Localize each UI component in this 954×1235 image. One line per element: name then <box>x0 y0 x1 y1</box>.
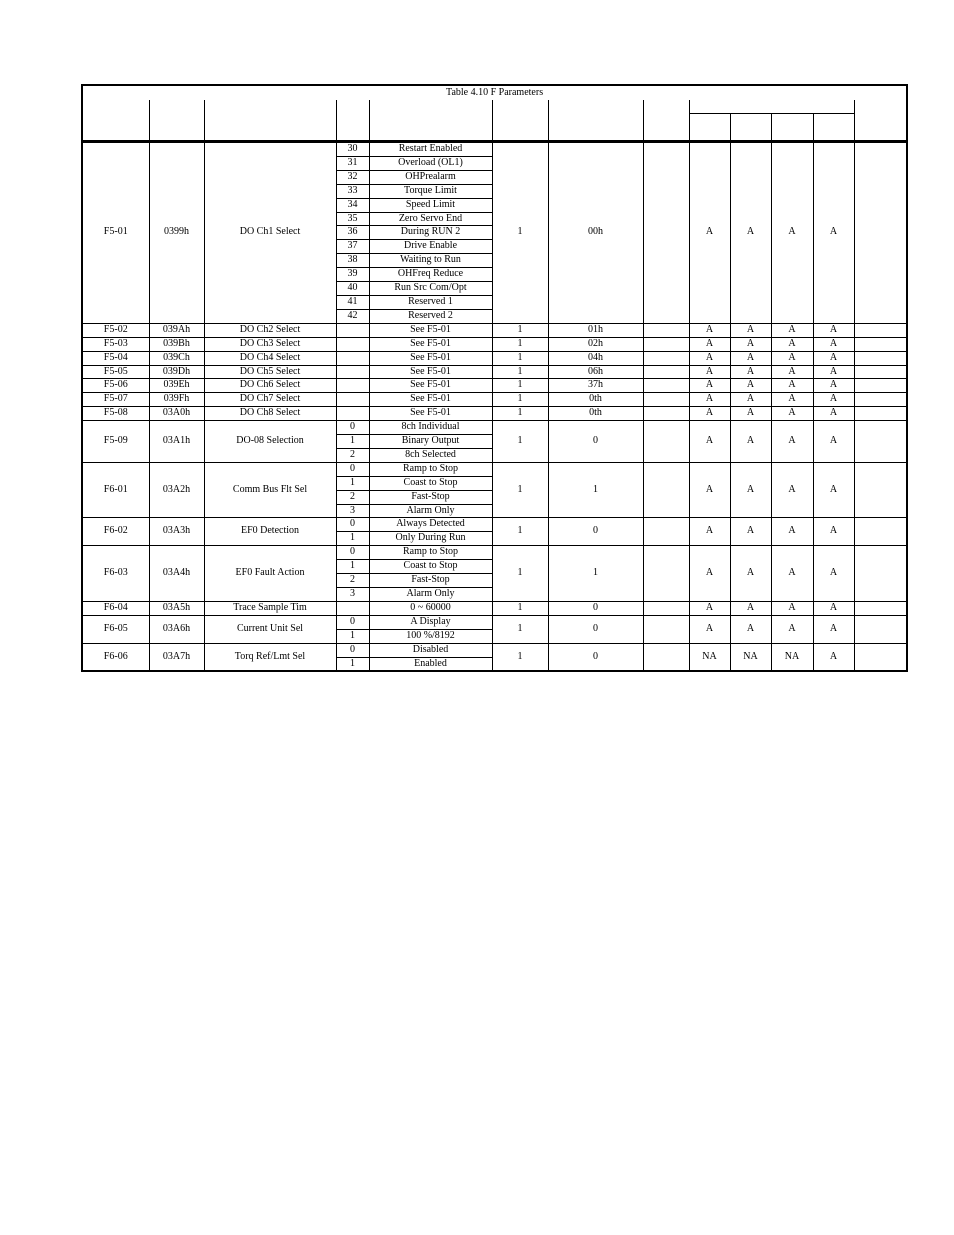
header-name-cell <box>204 100 336 142</box>
access-cell: A <box>771 421 813 463</box>
param-cell: F5-04 <box>82 351 149 365</box>
table-row <box>82 393 907 407</box>
blank-cell <box>643 379 689 393</box>
access-cell: A <box>689 142 730 324</box>
param-cell: F5-06 <box>82 379 149 393</box>
setting-description-cell: See F5-01 <box>369 393 492 407</box>
setting-value-cell: 2 <box>336 448 369 462</box>
setting-value-cell: 3 <box>336 504 369 518</box>
blank-cell <box>643 323 689 337</box>
name-cell: Current Unit Sel <box>204 615 336 643</box>
table-row <box>82 615 907 629</box>
setting-description-cell: Binary Output <box>369 435 492 449</box>
param-cell: F5-07 <box>82 393 149 407</box>
access-cell: A <box>730 462 771 518</box>
access-cell: A <box>771 407 813 421</box>
blank-cell <box>854 379 907 393</box>
unit-cell: 1 <box>492 546 548 602</box>
setting-description-cell: Speed Limit <box>369 198 492 212</box>
setting-value-cell: 33 <box>336 184 369 198</box>
table-row <box>82 462 907 476</box>
table-row <box>82 337 907 351</box>
blank-cell <box>643 421 689 463</box>
unit-cell: 1 <box>492 393 548 407</box>
default-cell: 37h <box>548 379 643 393</box>
address-cell: 03A1h <box>149 421 204 463</box>
unit-cell: 1 <box>492 323 548 337</box>
access-cell: A <box>730 407 771 421</box>
setting-value-cell: 31 <box>336 156 369 170</box>
setting-value-cell <box>336 379 369 393</box>
blank-cell <box>643 462 689 518</box>
unit-cell: 1 <box>492 518 548 546</box>
access-cell: A <box>813 546 854 602</box>
blank-cell <box>854 462 907 518</box>
header-blank-cell <box>643 100 689 142</box>
setting-description-cell: Only During Run <box>369 532 492 546</box>
blank-cell <box>643 615 689 643</box>
setting-value-cell: 1 <box>336 560 369 574</box>
header-access-3 <box>771 114 813 142</box>
header-default-cell <box>548 100 643 142</box>
blank-cell <box>854 323 907 337</box>
setting-description-cell: See F5-01 <box>369 407 492 421</box>
access-cell: A <box>730 421 771 463</box>
access-cell: A <box>771 518 813 546</box>
address-cell: 03A4h <box>149 546 204 602</box>
access-cell: A <box>771 601 813 615</box>
setting-description-cell: OHPrealarm <box>369 170 492 184</box>
setting-value-cell: 1 <box>336 435 369 449</box>
param-cell: F5-05 <box>82 365 149 379</box>
name-cell: Comm Bus Flt Sel <box>204 462 336 518</box>
name-cell: EF0 Fault Action <box>204 546 336 602</box>
setting-description-cell: Reserved 2 <box>369 309 492 323</box>
blank-cell <box>643 351 689 365</box>
access-cell: A <box>730 393 771 407</box>
param-cell: F5-02 <box>82 323 149 337</box>
address-cell: 039Eh <box>149 379 204 393</box>
blank-cell <box>854 365 907 379</box>
setting-description-cell: Enabled <box>369 657 492 671</box>
setting-description-cell: Zero Servo End <box>369 212 492 226</box>
default-cell: 1 <box>548 462 643 518</box>
access-cell: A <box>689 365 730 379</box>
unit-cell: 1 <box>492 337 548 351</box>
setting-value-cell <box>336 601 369 615</box>
setting-value-cell: 40 <box>336 282 369 296</box>
setting-value-cell: 1 <box>336 629 369 643</box>
blank-cell <box>643 518 689 546</box>
blank-cell <box>643 546 689 602</box>
access-cell: A <box>771 351 813 365</box>
setting-value-cell: 1 <box>336 476 369 490</box>
f-parameters-table <box>81 84 908 672</box>
access-cell: A <box>771 462 813 518</box>
name-cell: DO Ch7 Select <box>204 393 336 407</box>
setting-description-cell: 100 %/8192 <box>369 629 492 643</box>
table-row <box>82 407 907 421</box>
access-cell: A <box>813 365 854 379</box>
access-cell: A <box>689 615 730 643</box>
setting-value-cell <box>336 365 369 379</box>
setting-description-cell: Always Detected <box>369 518 492 532</box>
address-cell: 039Fh <box>149 393 204 407</box>
access-cell: NA <box>771 643 813 671</box>
param-cell: F6-04 <box>82 601 149 615</box>
unit-cell: 1 <box>492 379 548 393</box>
access-cell: A <box>771 393 813 407</box>
name-cell: DO-08 Selection <box>204 421 336 463</box>
setting-value-cell: 37 <box>336 240 369 254</box>
default-cell: 06h <box>548 365 643 379</box>
setting-description-cell: Fast-Stop <box>369 574 492 588</box>
name-cell: DO Ch5 Select <box>204 365 336 379</box>
blank-cell <box>643 365 689 379</box>
setting-description-cell: Run Src Com/Opt <box>369 282 492 296</box>
access-cell: A <box>771 365 813 379</box>
setting-value-cell: 2 <box>336 490 369 504</box>
access-cell: NA <box>689 643 730 671</box>
unit-cell: 1 <box>492 407 548 421</box>
parameter-table-wrapper <box>81 84 904 672</box>
blank-cell <box>854 407 907 421</box>
access-cell: A <box>730 337 771 351</box>
unit-cell: 1 <box>492 142 548 324</box>
setting-description-cell: See F5-01 <box>369 365 492 379</box>
access-cell: A <box>813 643 854 671</box>
setting-value-cell <box>336 407 369 421</box>
param-cell: F6-05 <box>82 615 149 643</box>
setting-description-cell: OHFreq Reduce <box>369 268 492 282</box>
access-cell: A <box>813 379 854 393</box>
table-row <box>82 142 907 157</box>
access-cell: A <box>771 142 813 324</box>
access-cell: A <box>689 601 730 615</box>
access-cell: A <box>771 323 813 337</box>
access-cell: A <box>689 462 730 518</box>
access-cell: A <box>813 462 854 518</box>
default-cell: 01h <box>548 323 643 337</box>
setting-value-cell <box>336 393 369 407</box>
setting-description-cell: During RUN 2 <box>369 226 492 240</box>
access-cell: A <box>730 379 771 393</box>
blank-cell <box>643 643 689 671</box>
unit-cell: 1 <box>492 421 548 463</box>
setting-description-cell: Drive Enable <box>369 240 492 254</box>
setting-description-cell: Coast to Stop <box>369 476 492 490</box>
address-cell: 0399h <box>149 142 204 324</box>
access-cell: A <box>730 351 771 365</box>
setting-value-cell: 0 <box>336 643 369 657</box>
param-cell: F5-08 <box>82 407 149 421</box>
setting-value-cell: 1 <box>336 532 369 546</box>
header-access-2 <box>730 114 771 142</box>
address-cell: 03A0h <box>149 407 204 421</box>
access-cell: A <box>771 379 813 393</box>
header-last-cell <box>854 100 907 142</box>
setting-description-cell: Coast to Stop <box>369 560 492 574</box>
setting-value-cell: 0 <box>336 546 369 560</box>
setting-value-cell: 36 <box>336 226 369 240</box>
table-row <box>82 365 907 379</box>
table-row <box>82 643 907 657</box>
param-cell: F5-03 <box>82 337 149 351</box>
address-cell: 039Ch <box>149 351 204 365</box>
default-cell: 0th <box>548 407 643 421</box>
setting-description-cell: See F5-01 <box>369 379 492 393</box>
setting-value-cell: 38 <box>336 254 369 268</box>
access-cell: A <box>813 601 854 615</box>
name-cell: EF0 Detection <box>204 518 336 546</box>
table-row <box>82 323 907 337</box>
name-cell: DO Ch6 Select <box>204 379 336 393</box>
setting-value-cell: 35 <box>336 212 369 226</box>
default-cell: 0 <box>548 421 643 463</box>
setting-description-cell: Alarm Only <box>369 504 492 518</box>
header-value-cell <box>336 100 369 142</box>
table-caption: Table 4.10 F Parameters <box>446 86 544 98</box>
address-cell: 039Ah <box>149 323 204 337</box>
setting-description-cell: Torque Limit <box>369 184 492 198</box>
access-cell: A <box>813 615 854 643</box>
setting-value-cell: 41 <box>336 295 369 309</box>
param-cell: F6-02 <box>82 518 149 546</box>
blank-cell <box>854 601 907 615</box>
default-cell: 0 <box>548 601 643 615</box>
setting-description-cell: Ramp to Stop <box>369 462 492 476</box>
address-cell: 039Dh <box>149 365 204 379</box>
access-cell: NA <box>730 643 771 671</box>
param-cell: F6-01 <box>82 462 149 518</box>
access-cell: A <box>730 518 771 546</box>
access-cell: A <box>730 142 771 324</box>
address-cell: 03A5h <box>149 601 204 615</box>
access-cell: A <box>813 337 854 351</box>
access-cell: A <box>813 351 854 365</box>
access-cell: A <box>771 615 813 643</box>
blank-cell <box>643 393 689 407</box>
setting-value-cell: 30 <box>336 142 369 157</box>
blank-cell <box>854 393 907 407</box>
name-cell: DO Ch3 Select <box>204 337 336 351</box>
access-cell: A <box>689 351 730 365</box>
access-cell: A <box>689 337 730 351</box>
table-row <box>82 379 907 393</box>
blank-cell <box>854 337 907 351</box>
setting-description-cell: 0 ~ 60000 <box>369 601 492 615</box>
access-cell: A <box>813 518 854 546</box>
param-cell: F5-09 <box>82 421 149 463</box>
access-cell: A <box>689 546 730 602</box>
access-cell: A <box>730 323 771 337</box>
name-cell: Trace Sample Tim <box>204 601 336 615</box>
address-cell: 039Bh <box>149 337 204 351</box>
setting-value-cell: 34 <box>336 198 369 212</box>
table-row <box>82 421 907 435</box>
blank-cell <box>854 421 907 463</box>
name-cell: DO Ch4 Select <box>204 351 336 365</box>
blank-cell <box>643 142 689 324</box>
blank-cell <box>643 601 689 615</box>
setting-value-cell: 32 <box>336 170 369 184</box>
blank-cell <box>854 518 907 546</box>
setting-value-cell: 42 <box>336 309 369 323</box>
header-unit-cell <box>492 100 548 142</box>
unit-cell: 1 <box>492 615 548 643</box>
unit-cell: 1 <box>492 462 548 518</box>
blank-cell <box>854 546 907 602</box>
access-cell: A <box>813 142 854 324</box>
header-access-group-cell <box>689 100 854 114</box>
header-address-cell <box>149 100 204 142</box>
default-cell: 00h <box>548 142 643 324</box>
setting-description-cell: Restart Enabled <box>369 142 492 157</box>
access-cell: A <box>730 365 771 379</box>
access-cell: A <box>813 421 854 463</box>
setting-description-cell: A Display <box>369 615 492 629</box>
address-cell: 03A7h <box>149 643 204 671</box>
param-cell: F6-06 <box>82 643 149 671</box>
setting-description-cell: Waiting to Run <box>369 254 492 268</box>
access-cell: A <box>689 323 730 337</box>
access-cell: A <box>771 337 813 351</box>
setting-value-cell: 1 <box>336 657 369 671</box>
access-cell: A <box>689 393 730 407</box>
blank-cell <box>643 407 689 421</box>
header-access-4 <box>813 114 854 142</box>
blank-cell <box>854 351 907 365</box>
setting-value-cell: 0 <box>336 421 369 435</box>
header-param-cell <box>82 100 149 142</box>
setting-description-cell: Ramp to Stop <box>369 546 492 560</box>
setting-description-cell: Overload (OL1) <box>369 156 492 170</box>
access-cell: A <box>730 615 771 643</box>
default-cell: 04h <box>548 351 643 365</box>
blank-cell <box>854 615 907 643</box>
setting-value-cell: 2 <box>336 574 369 588</box>
table-row <box>82 601 907 615</box>
access-cell: A <box>730 546 771 602</box>
setting-value-cell: 0 <box>336 462 369 476</box>
address-cell: 03A6h <box>149 615 204 643</box>
setting-value-cell: 39 <box>336 268 369 282</box>
blank-cell <box>854 142 907 324</box>
default-cell: 0th <box>548 393 643 407</box>
unit-cell: 1 <box>492 365 548 379</box>
setting-description-cell: Reserved 1 <box>369 295 492 309</box>
setting-value-cell <box>336 351 369 365</box>
header-access-1 <box>689 114 730 142</box>
setting-description-cell: Fast-Stop <box>369 490 492 504</box>
table-row <box>82 546 907 560</box>
address-cell: 03A3h <box>149 518 204 546</box>
access-cell: A <box>813 393 854 407</box>
unit-cell: 1 <box>492 643 548 671</box>
setting-value-cell: 0 <box>336 518 369 532</box>
access-cell: A <box>689 421 730 463</box>
setting-description-cell: Disabled <box>369 643 492 657</box>
blank-cell <box>854 643 907 671</box>
access-cell: A <box>689 518 730 546</box>
access-cell: A <box>689 379 730 393</box>
param-cell: F6-03 <box>82 546 149 602</box>
default-cell: 1 <box>548 546 643 602</box>
name-cell: DO Ch2 Select <box>204 323 336 337</box>
setting-value-cell: 0 <box>336 615 369 629</box>
default-cell: 0 <box>548 615 643 643</box>
header-description-cell <box>369 100 492 142</box>
setting-value-cell <box>336 323 369 337</box>
setting-description-cell: Alarm Only <box>369 588 492 602</box>
param-cell: F5-01 <box>82 142 149 324</box>
default-cell: 02h <box>548 337 643 351</box>
setting-description-cell: See F5-01 <box>369 351 492 365</box>
table-row <box>82 351 907 365</box>
access-cell: A <box>689 407 730 421</box>
setting-description-cell: 8ch Selected <box>369 448 492 462</box>
blank-cell <box>643 337 689 351</box>
name-cell: DO Ch1 Select <box>204 142 336 324</box>
access-cell: A <box>771 546 813 602</box>
address-cell: 03A2h <box>149 462 204 518</box>
default-cell: 0 <box>548 643 643 671</box>
name-cell: DO Ch8 Select <box>204 407 336 421</box>
setting-value-cell <box>336 337 369 351</box>
setting-description-cell: See F5-01 <box>369 323 492 337</box>
default-cell: 0 <box>548 518 643 546</box>
name-cell: Torq Ref/Lmt Sel <box>204 643 336 671</box>
setting-value-cell: 3 <box>336 588 369 602</box>
unit-cell: 1 <box>492 601 548 615</box>
setting-description-cell: 8ch Individual <box>369 421 492 435</box>
unit-cell: 1 <box>492 351 548 365</box>
access-cell: A <box>813 323 854 337</box>
table-row <box>82 518 907 532</box>
access-cell: A <box>730 601 771 615</box>
access-cell: A <box>813 407 854 421</box>
setting-description-cell: See F5-01 <box>369 337 492 351</box>
